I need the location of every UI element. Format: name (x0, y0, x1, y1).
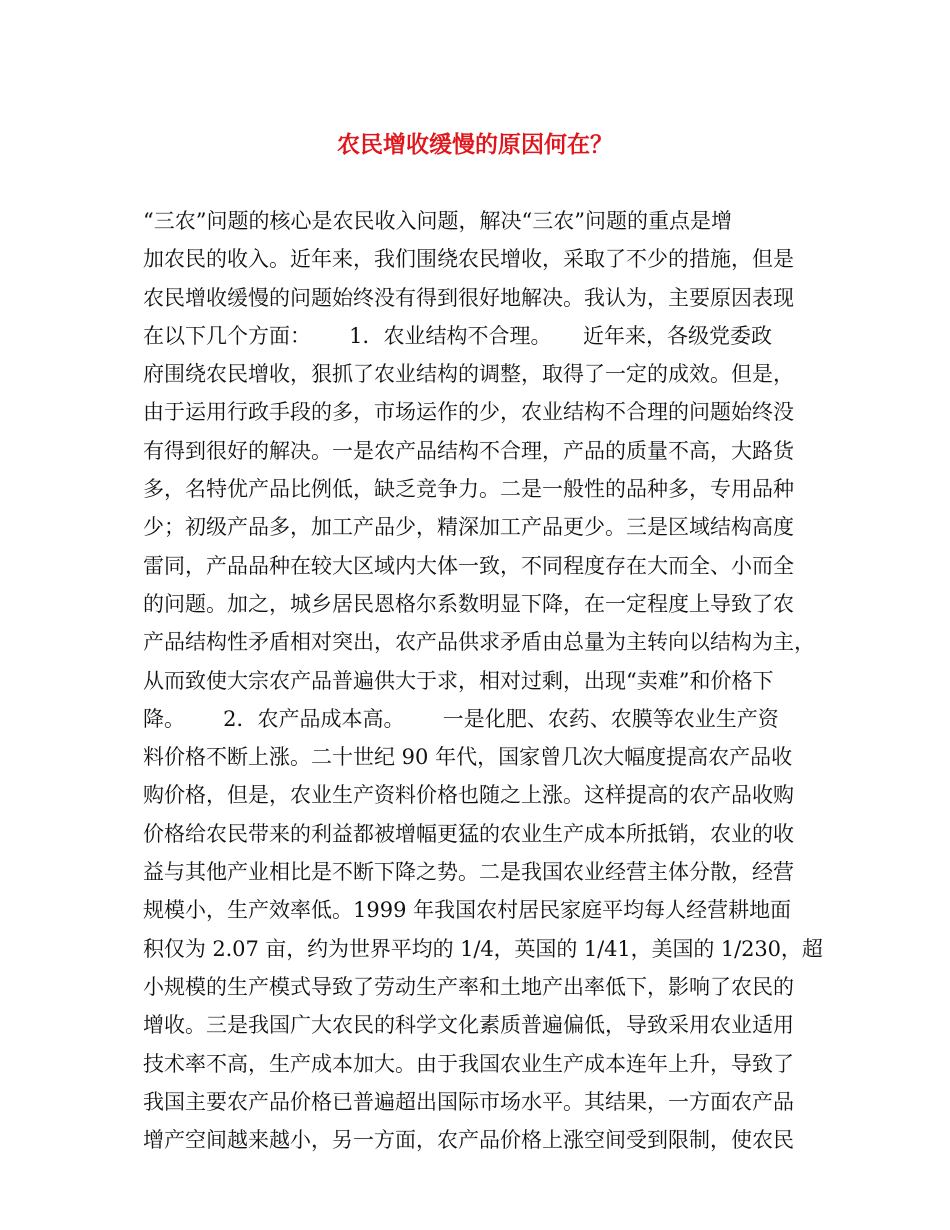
body-line: 由于运用行政手段的多，市场运作的少，农业结构不合理的问题始终没 (143, 400, 794, 425)
body-line: 益与其他产业相比是不断下降之势。二是我国农业经营主体分散，经营 (143, 860, 794, 885)
body-line: 价格给农民带来的利益都被增幅更猛的农业生产成本所抵销，农业的收 (143, 821, 794, 846)
body-line: 的问题。加之，城乡居民恩格尔系数明显下降，在一定程度上导致了农 (143, 591, 794, 616)
document-body (143, 202, 823, 1159)
body-line: 农民增收缓慢的问题始终没有得到很好地解决。我认为，主要原因表现 (143, 285, 794, 310)
body-line: 技术率不高，生产成本加大。由于我国农业生产成本连年上升，导致了 (143, 1051, 794, 1076)
body-line: 少；初级产品多，加工产品少，精深加工产品更少。三是区域结构高度 (143, 515, 794, 540)
body-line: 料价格不断上涨。二十世纪 90 年代，国家曾几次大幅度提高农产品收 (143, 745, 793, 770)
body-line: 规模小，生产效率低。1999 年我国农村居民家庭平均每人经营耕地面 (143, 898, 792, 923)
body-line: 增产空间越来越小，另一方面，农产品价格上涨空间受到限制，使农民 (143, 1128, 794, 1153)
body-line: 从而致使大宗农产品普遍供大于求，相对过剩，出现“卖难”和价格下 (143, 668, 774, 693)
body-line: 在以下几个方面： 1．农业结构不合理。 近年来，各级党委政 (143, 323, 773, 348)
body-line: 加农民的收入。近年来，我们围绕农民增收，采取了不少的措施，但是 (143, 247, 794, 272)
body-line: 有得到很好的解决。一是农产品结构不合理，产品的质量不高，大路货 (143, 438, 794, 463)
body-line: 小规模的生产模式导致了劳动生产率和土地产出率低下，影响了农民的 (143, 974, 794, 999)
body-line: 产品结构性矛盾相对突出，农产品供求矛盾由总量为主转向以结构为主， (143, 630, 815, 655)
body-line: 雷同，产品品种在较大区域内大体一致，不同程度存在大而全、小而全 (143, 553, 794, 578)
body-line: 积仅为 2.07 亩，约为世界平均的 1/4，英国的 1/41，美国的 1/230，超 (143, 936, 823, 961)
body-line: 降。 2．农产品成本高。 一是化肥、农药、农膜等农业生产资 (143, 706, 779, 731)
body-line: 多，名特优产品比例低，缺乏竞争力。二是一般性的品种多，专用品种 (143, 477, 794, 502)
document-title: 农民增收缓慢的原因何在？ (337, 131, 613, 158)
body-line: 府围绕农民增收，狠抓了农业结构的调整，取得了一定的成效。但是， (143, 362, 794, 387)
body-line: 我国主要农产品价格已普遍超出国际市场水平。其结果，一方面农产品 (143, 1089, 794, 1114)
body-line: 增收。三是我国广大农民的科学文化素质普遍偏低，导致采用农业适用 (143, 1013, 794, 1038)
body-line: “三农”问题的核心是农民收入问题，解决“三农”问题的重点是增 (143, 209, 732, 233)
body-line: 购价格，但是，农业生产资料价格也随之上涨。这样提高的农产品收购 (143, 783, 794, 808)
